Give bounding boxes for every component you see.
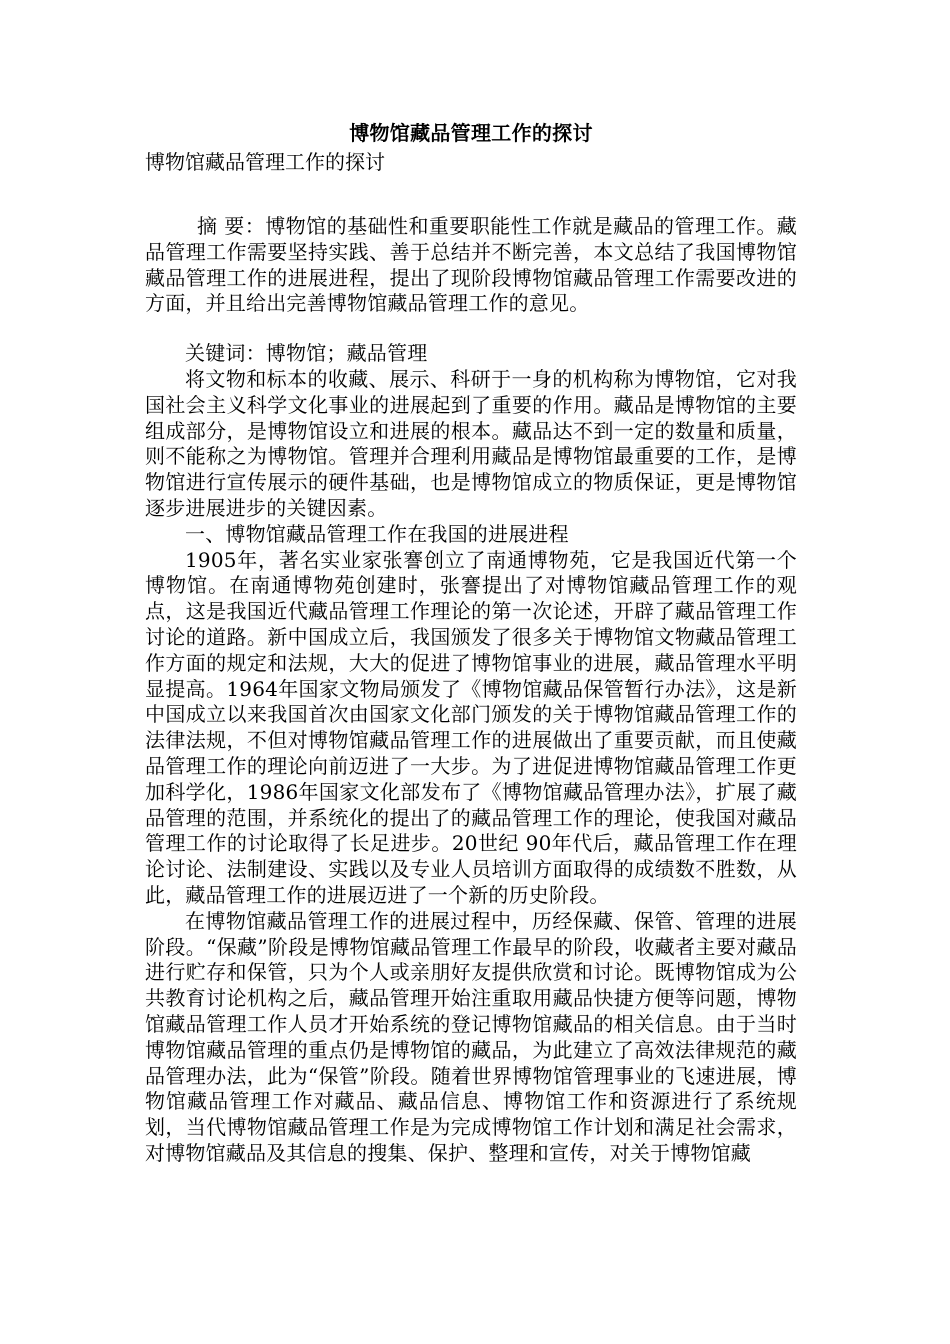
body-paragraph-intro: 将文物和标本的收藏、展示、科研于一身的机构称为博物馆，它对我国社会主义科学文化事业的进展起到了重要的作用。藏品是博物馆的主要组成部分，是博物馆设立和进展的根本。藏品达不到一定的数量和质量，则不能称之为博物馆。管理并合理利用藏品是博物馆最重要的工作，是博物馆进行宣传展示的硬件基础，也是博物馆成立的物质保证，更是博物馆逐步进展进步的关键因素。 — [145, 366, 797, 520]
keywords-line: 关键词：博物馆；藏品管理 — [185, 341, 428, 366]
document-subtitle: 博物馆藏品管理工作的探讨 — [145, 150, 385, 174]
spacer — [145, 317, 797, 341]
body-paragraph-history: 1905年，著名实业家张謇创立了南通博物苑，它是我国近代第一个博物馆。在南通博物苑创建时，张謇提出了对博物馆藏品管理工作的观点，这是我国近代藏品管理工作理论的第一次论述，开辟了藏品管理工作讨论的道路。新中国成立后，我国颁发了很多关于博物馆文物藏品管理工作方面的规定和法规，大大的促进了博物馆事业的进展，藏品管理水平明显提高。1964年国家文物局颁发了《博物馆藏品保管暂行办法》，这是新中国成立以来我国首次由国家文化部门颁发的关于博物馆藏品管理工作的法律法规，不但对博物馆藏品管理工作的进展做出了重要贡献，而且使藏品管理工作的理论向前迈进了一大步。为了进促进博物馆藏品管理工作更加科学化，1986年国家文化部发布了《博物馆藏品管理办法》，扩展了藏品管理的范围，并系统化的提出了的藏品管理工作的理论，使我国对藏品管理工作的讨论取得了长足进步。20世纪 90年代后，藏品管理工作在理论讨论、法制建设、实践以及专业人员培训方面取得的成绩数不胜数，从此，藏品管理工作的进展迈进了一个新的历史阶段。 — [145, 547, 797, 907]
abstract-paragraph: 摘 要：博物馆的基础性和重要职能性工作就是藏品的管理工作。藏品管理工作需要坚持实践、善于总结并不断完善，本文总结了我国博物馆藏品管理工作的进展进程，提出了现阶段博物馆藏品管理工作需要改进的方面，并且给出完善博物馆藏品管理工作的意见。 — [145, 214, 797, 316]
document-page — [145, 118, 797, 1167]
document-title: 博物馆藏品管理工作的探讨 — [349, 121, 593, 145]
spacer — [145, 176, 797, 214]
section-heading: 一、博物馆藏品管理工作在我国的进展进程 — [185, 521, 569, 546]
body-paragraph-stages: 在博物馆藏品管理工作的进展过程中，历经保藏、保管、管理的进展阶段。“保藏”阶段是博物馆藏品管理工作最早的阶段，收藏者主要对藏品进行贮存和保管，只为个人或亲朋好友提供欣赏和讨论。既博物馆成为公共教育讨论机构之后，藏品管理开始注重取用藏品快捷方便等问题，博物馆藏品管理工作人员才开始系统的登记博物馆藏品的相关信息。由于当时博物馆藏品管理的重点仍是博物馆的藏品，为此建立了高效法律规范的藏品管理办法，此为“保管”阶段。随着世界博物馆管理事业的飞速进展，博物馆藏品管理工作对藏品、藏品信息、博物馆工作和资源进行了系统规划，当代博物馆藏品管理工作是为完成博物馆工作计划和满足社会需求，对博物馆藏品及其信息的搜集、保护、整理和宣传，对关于博物馆藏 — [145, 908, 797, 1165]
